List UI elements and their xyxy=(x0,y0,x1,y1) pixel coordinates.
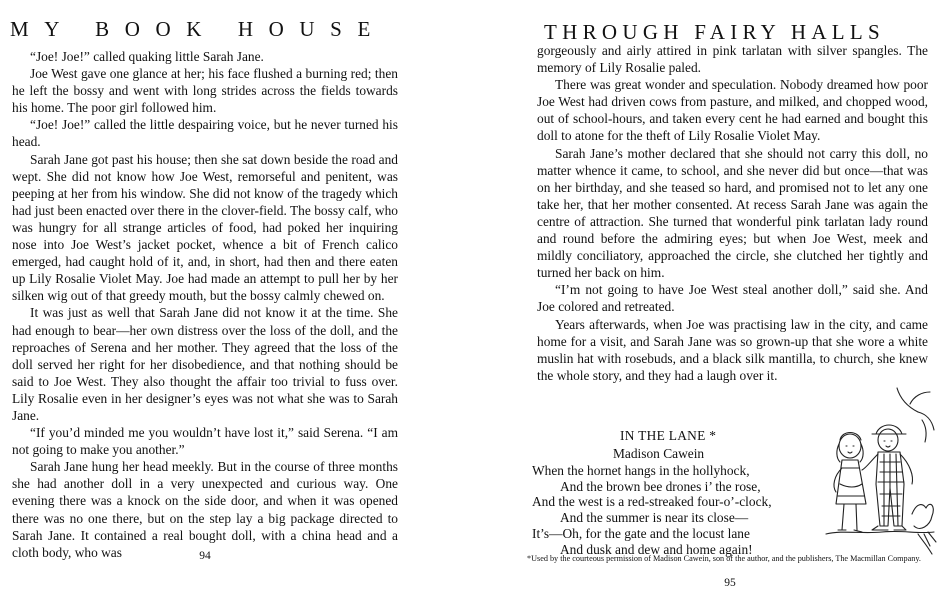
poem-line: When the hornet hangs in the hollyhock, xyxy=(532,463,750,478)
running-header-left: MY BOOK HOUSE xyxy=(10,17,386,41)
poem-title: IN THE LANE * xyxy=(620,428,717,443)
paragraph: “I’m not going to have Joe West steal another doll,” said she. And Joe colored and retreated. xyxy=(537,282,928,315)
paragraph-continuation: gorgeously and airly attired in pink tarlatan with silver spangles. The memory of Lily Rosalie paled. xyxy=(537,43,928,76)
page-number-left: 94 xyxy=(199,550,211,562)
paragraph: It was just as well that Sarah Jane did not know it at the time. She had enough to bear—her own distress over the loss of the doll, and the reproaches of Serena and her mother. They agreed that the loss of the doll served her right for her disobedience, and that nothing should be said to Joe West. They also thought the affair too trivial to fuss over. Lily Rosalie even in her designer’s eyes was not what she was to Sarah Jane. xyxy=(12,305,398,423)
left-page xyxy=(0,0,472,597)
paragraph: Years afterwards, when Joe was practising law in the city, and came home for a visit, and Sarah Jane was so grown-up that she wore a white muslin hat with rosebuds, and a black silk mantilla, to church, she knew the whole story, and they had a laugh over it. xyxy=(537,316,928,383)
paragraph: There was great wonder and speculation. Nobody dreamed how poor Joe West had driven cows from pasture, and milked, and chopped wood, out of school-hours, and taken every cent he had earned and bought this doll to atone for the theft of Lily Rosalie Violet May. xyxy=(537,77,928,144)
paragraph: “If you’d minded me you wouldn’t have lost it,” said Serena. “I am not going to make you another.” xyxy=(12,425,398,458)
paragraph: “Joe! Joe!” called quaking little Sarah Jane. xyxy=(30,49,264,64)
story-text-left xyxy=(12,48,398,561)
two-children-illustration-icon xyxy=(822,384,937,559)
poem-line: And dusk and dew and home again! xyxy=(560,541,753,557)
paragraph: “Joe! Joe!” called the little despairing voice, but he never turned his head. xyxy=(12,117,398,150)
poem-stanza xyxy=(532,463,772,557)
paragraph: Sarah Jane got past his house; then she sat down beside the road and wept. She did not know how Joe West, remorseful and penitent, was peeping at her from his window. She did not know of the tragedy which had just been enacted over there in the clover-field. The bossy calf, who was hungry for all strange articles of food, had poked her inquiring nose into Joe West’s jacket pocket, whence a bit of French calico emerged, had caught hold of it, and, in short, had then and there eaten up Lily Rosalie Violet May. Joe had made an attempt to pull her by her silken wig out of that greedy mouth, but the bossy calmly chewed on. xyxy=(12,151,398,304)
poem-author: Madison Cawein xyxy=(613,446,705,461)
story-text-right xyxy=(537,42,928,384)
paragraph: Sarah Jane hung her head meekly. But in the course of three months she had another doll in a very unexpected and curious way. One evening there was a knock on the side door, and when it was opened there was no one there, but on the step lay a big package directed to Sarah Jane. It contained a real bought doll, with a china head and a cloth body, who was xyxy=(12,459,398,560)
page-number-right: 95 xyxy=(724,577,736,589)
poem-line: And the west is a red-streaked four-o’-clock, xyxy=(532,494,772,510)
poem-line: And the brown bee drones i’ the rose, xyxy=(560,478,761,494)
poem-line: It’s—Oh, for the gate and the locust lane xyxy=(532,525,750,541)
footnote: *Used by the courteous permission of Madison Cawein, son of the author, and the publishers, The Macmillan Company. xyxy=(527,554,921,563)
paragraph: Sarah Jane’s mother declared that she should not carry this doll, no matter whence it came, to school, and she never did but once—that was on her birthday, and she teased so hard, and promised not to let any one take her, that her mother consented. At recess Sarah Jane was again the centre of attraction. She turned that wonderful pink tarlatan lady round and round before the admiring eyes; but when Joe West, meek and mildly conciliatory, approached the circle, she clutched her tightly and turned her back on him. xyxy=(537,145,928,281)
paragraph: Joe West gave one glance at her; his face flushed a burning red; then he left the bossy and went with long strides across the fields towards his home. The poor girl followed him. xyxy=(12,66,398,116)
right-page xyxy=(472,0,945,597)
running-header-right: THROUGH FAIRY HALLS xyxy=(544,20,886,44)
poem-line: And the summer is near its close— xyxy=(560,510,749,526)
